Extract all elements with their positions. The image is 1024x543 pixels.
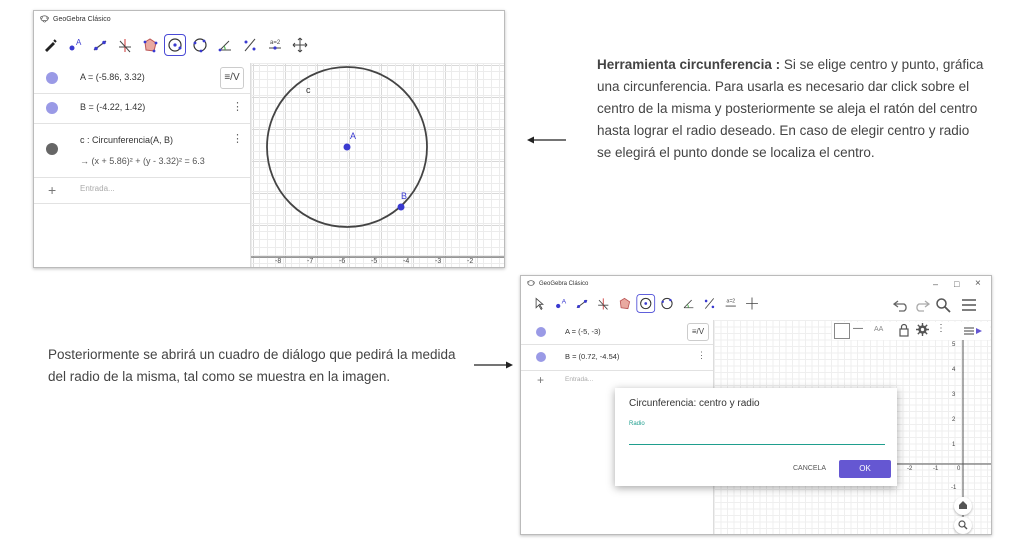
- algebra-item-text: A = (-5.86, 3.32): [80, 72, 145, 82]
- algebra-item-a[interactable]: [521, 320, 713, 345]
- move-view-tool-icon[interactable]: [290, 35, 310, 55]
- maximize-button[interactable]: □: [954, 279, 960, 289]
- perpendicular-tool-icon[interactable]: [595, 295, 612, 312]
- visibility-dot[interactable]: [536, 327, 546, 337]
- dialog-description-text: Posteriormente se abrirá un cuadro de diálogo que pedirá la medida del radio de la misma, tal como se muestra en la imagen.: [48, 347, 456, 384]
- arrow-left-icon: [526, 134, 568, 146]
- zoom-icon: [958, 517, 968, 535]
- toolbar: [40, 35, 504, 55]
- cancel-button[interactable]: CANCELA: [793, 465, 827, 472]
- svg-text:A: A: [561, 298, 567, 306]
- home-view-button[interactable]: [954, 497, 972, 515]
- polygon-tool-icon[interactable]: [140, 35, 160, 55]
- ok-button[interactable]: OK: [839, 460, 891, 478]
- segment-tool-icon[interactable]: [90, 35, 110, 55]
- circle-center-point-tool-icon[interactable]: [165, 35, 185, 55]
- geogebra-window-1: [33, 10, 505, 268]
- dialog-title: Circunferencia: centro y radio: [629, 398, 760, 409]
- add-icon[interactable]: +: [48, 182, 57, 198]
- radius-field-label: Radio: [629, 421, 645, 427]
- y-tick-label: 1: [952, 442, 956, 448]
- y-tick-label: 3: [952, 392, 956, 398]
- y-tick-label: 2: [952, 417, 956, 423]
- home-icon: [958, 497, 968, 515]
- segment-tool-icon[interactable]: [574, 295, 591, 312]
- graphics-view[interactable]: [251, 63, 504, 267]
- x-tick-label: -7: [307, 258, 314, 265]
- window-title: GeoGebra Clásico: [53, 15, 111, 23]
- tool-description-text: Si se elige centro y punto, gráfica una circunferencia. Para usarla es necesario dar click sobre el centro de la misma y posteriormente se aleja el ratón del centro hasta lograr el radio deseado. En caso de elegir centro y radio se elegirá el punto donde se localiza el centro.: [597, 57, 984, 160]
- search-icon[interactable]: [935, 297, 951, 318]
- algebra-item-b[interactable]: [521, 344, 713, 371]
- point-tool-icon[interactable]: [65, 35, 85, 55]
- more-menu-icon[interactable]: ⋮: [232, 101, 243, 113]
- pen-tool-icon[interactable]: [40, 35, 60, 55]
- geogebra-window-2: [520, 275, 992, 535]
- x-tick-label: -5: [371, 258, 378, 265]
- tool-description-heading: Herramienta circunferencia :: [597, 57, 781, 72]
- circle-three-points-tool-icon[interactable]: [659, 295, 676, 312]
- more-menu-icon[interactable]: ⋮: [232, 133, 243, 145]
- x-tick-label: -1: [933, 466, 939, 472]
- tool-description: [597, 54, 987, 164]
- hamburger-menu-icon[interactable]: [961, 298, 977, 317]
- point-b[interactable]: [398, 204, 405, 211]
- perpendicular-tool-icon[interactable]: [115, 35, 135, 55]
- algebra-item-text: c : Circunferencia(A, B): [80, 135, 174, 145]
- y-tick-label: 4: [952, 367, 956, 373]
- x-tick-label: -3: [435, 258, 442, 265]
- x-tick-label: -2: [907, 466, 913, 472]
- svg-text:a=2: a=2: [726, 298, 736, 305]
- toolbar: [531, 295, 922, 312]
- reflect-tool-icon[interactable]: [701, 295, 718, 312]
- add-icon[interactable]: +: [537, 373, 545, 387]
- zoom-button[interactable]: [954, 517, 972, 534]
- algebra-item-equation: → (x + 5.86)² + (y - 3.32)² = 6.3: [80, 156, 205, 166]
- close-button[interactable]: ×: [975, 278, 981, 289]
- visibility-dot[interactable]: [46, 102, 58, 114]
- svg-text:A: A: [76, 38, 82, 47]
- visibility-dot[interactable]: [46, 72, 58, 84]
- minimize-button[interactable]: –: [933, 279, 939, 289]
- circle-center-radius-tool-icon[interactable]: [637, 295, 654, 312]
- more-menu-icon[interactable]: ⋮: [697, 350, 706, 360]
- point-tool-icon[interactable]: [552, 295, 569, 312]
- dialog-description: [48, 344, 468, 388]
- x-tick-label: 0: [957, 466, 961, 472]
- x-tick-label: -6: [339, 258, 346, 265]
- algebra-item-b[interactable]: [34, 93, 250, 124]
- algebra-item-text: B = (-4.22, 1.42): [80, 102, 146, 112]
- circle-three-points-tool-icon[interactable]: [190, 35, 210, 55]
- window-title: GeoGebra Clásico: [539, 281, 589, 287]
- algebra-input[interactable]: Entrada...: [565, 376, 594, 383]
- algebra-toggle-button[interactable]: ≡/V: [687, 323, 709, 341]
- radius-dialog: [615, 388, 897, 486]
- algebra-view: [34, 63, 251, 267]
- y-tick-label: 5: [952, 342, 956, 348]
- graphics-canvas: [251, 63, 504, 267]
- algebra-item-c[interactable]: [34, 123, 250, 178]
- polygon-tool-icon[interactable]: [616, 295, 633, 312]
- text-size-button[interactable]: AA: [874, 326, 884, 333]
- x-tick-label: -2: [467, 258, 474, 265]
- geogebra-logo-icon: [527, 279, 535, 289]
- more-menu-icon[interactable]: ⋮: [936, 323, 946, 334]
- label-c: c: [306, 85, 311, 95]
- algebra-input-row[interactable]: [34, 177, 250, 204]
- arrow-right-icon: [472, 359, 514, 371]
- move-tool-icon[interactable]: [531, 295, 548, 312]
- window-titlebar: [34, 11, 504, 27]
- visibility-dot[interactable]: [536, 352, 546, 362]
- algebra-item-text: B = (0.72, -4.54): [565, 352, 620, 361]
- geogebra-logo-icon: [40, 14, 49, 25]
- window-titlebar: [521, 276, 991, 292]
- slider-tool-icon[interactable]: [722, 295, 739, 312]
- point-a[interactable]: [344, 144, 351, 151]
- x-tick-label: -8: [275, 258, 282, 265]
- slider-tool-icon[interactable]: [265, 35, 285, 55]
- radius-input[interactable]: [629, 430, 885, 445]
- visibility-dot[interactable]: [46, 143, 58, 155]
- algebra-item-a[interactable]: [34, 63, 250, 94]
- y-tick-label: -1: [951, 485, 957, 491]
- reflect-tool-icon[interactable]: [240, 35, 260, 55]
- label-b: B: [401, 191, 408, 201]
- svg-text:a=2: a=2: [270, 40, 281, 46]
- algebra-input[interactable]: Entrada...: [80, 184, 115, 193]
- algebra-item-text: A = (-5, -3): [565, 327, 601, 336]
- x-tick-label: -4: [403, 258, 410, 265]
- undo-icon[interactable]: [893, 298, 909, 317]
- move-view-tool-icon[interactable]: [744, 295, 761, 312]
- redo-icon[interactable]: [914, 298, 930, 317]
- line-style-button[interactable]: —: [853, 323, 863, 334]
- algebra-toggle-button[interactable]: ≡/V: [220, 67, 244, 89]
- angle-tool-icon[interactable]: [680, 295, 697, 312]
- label-a: A: [350, 131, 357, 141]
- angle-tool-icon[interactable]: [215, 35, 235, 55]
